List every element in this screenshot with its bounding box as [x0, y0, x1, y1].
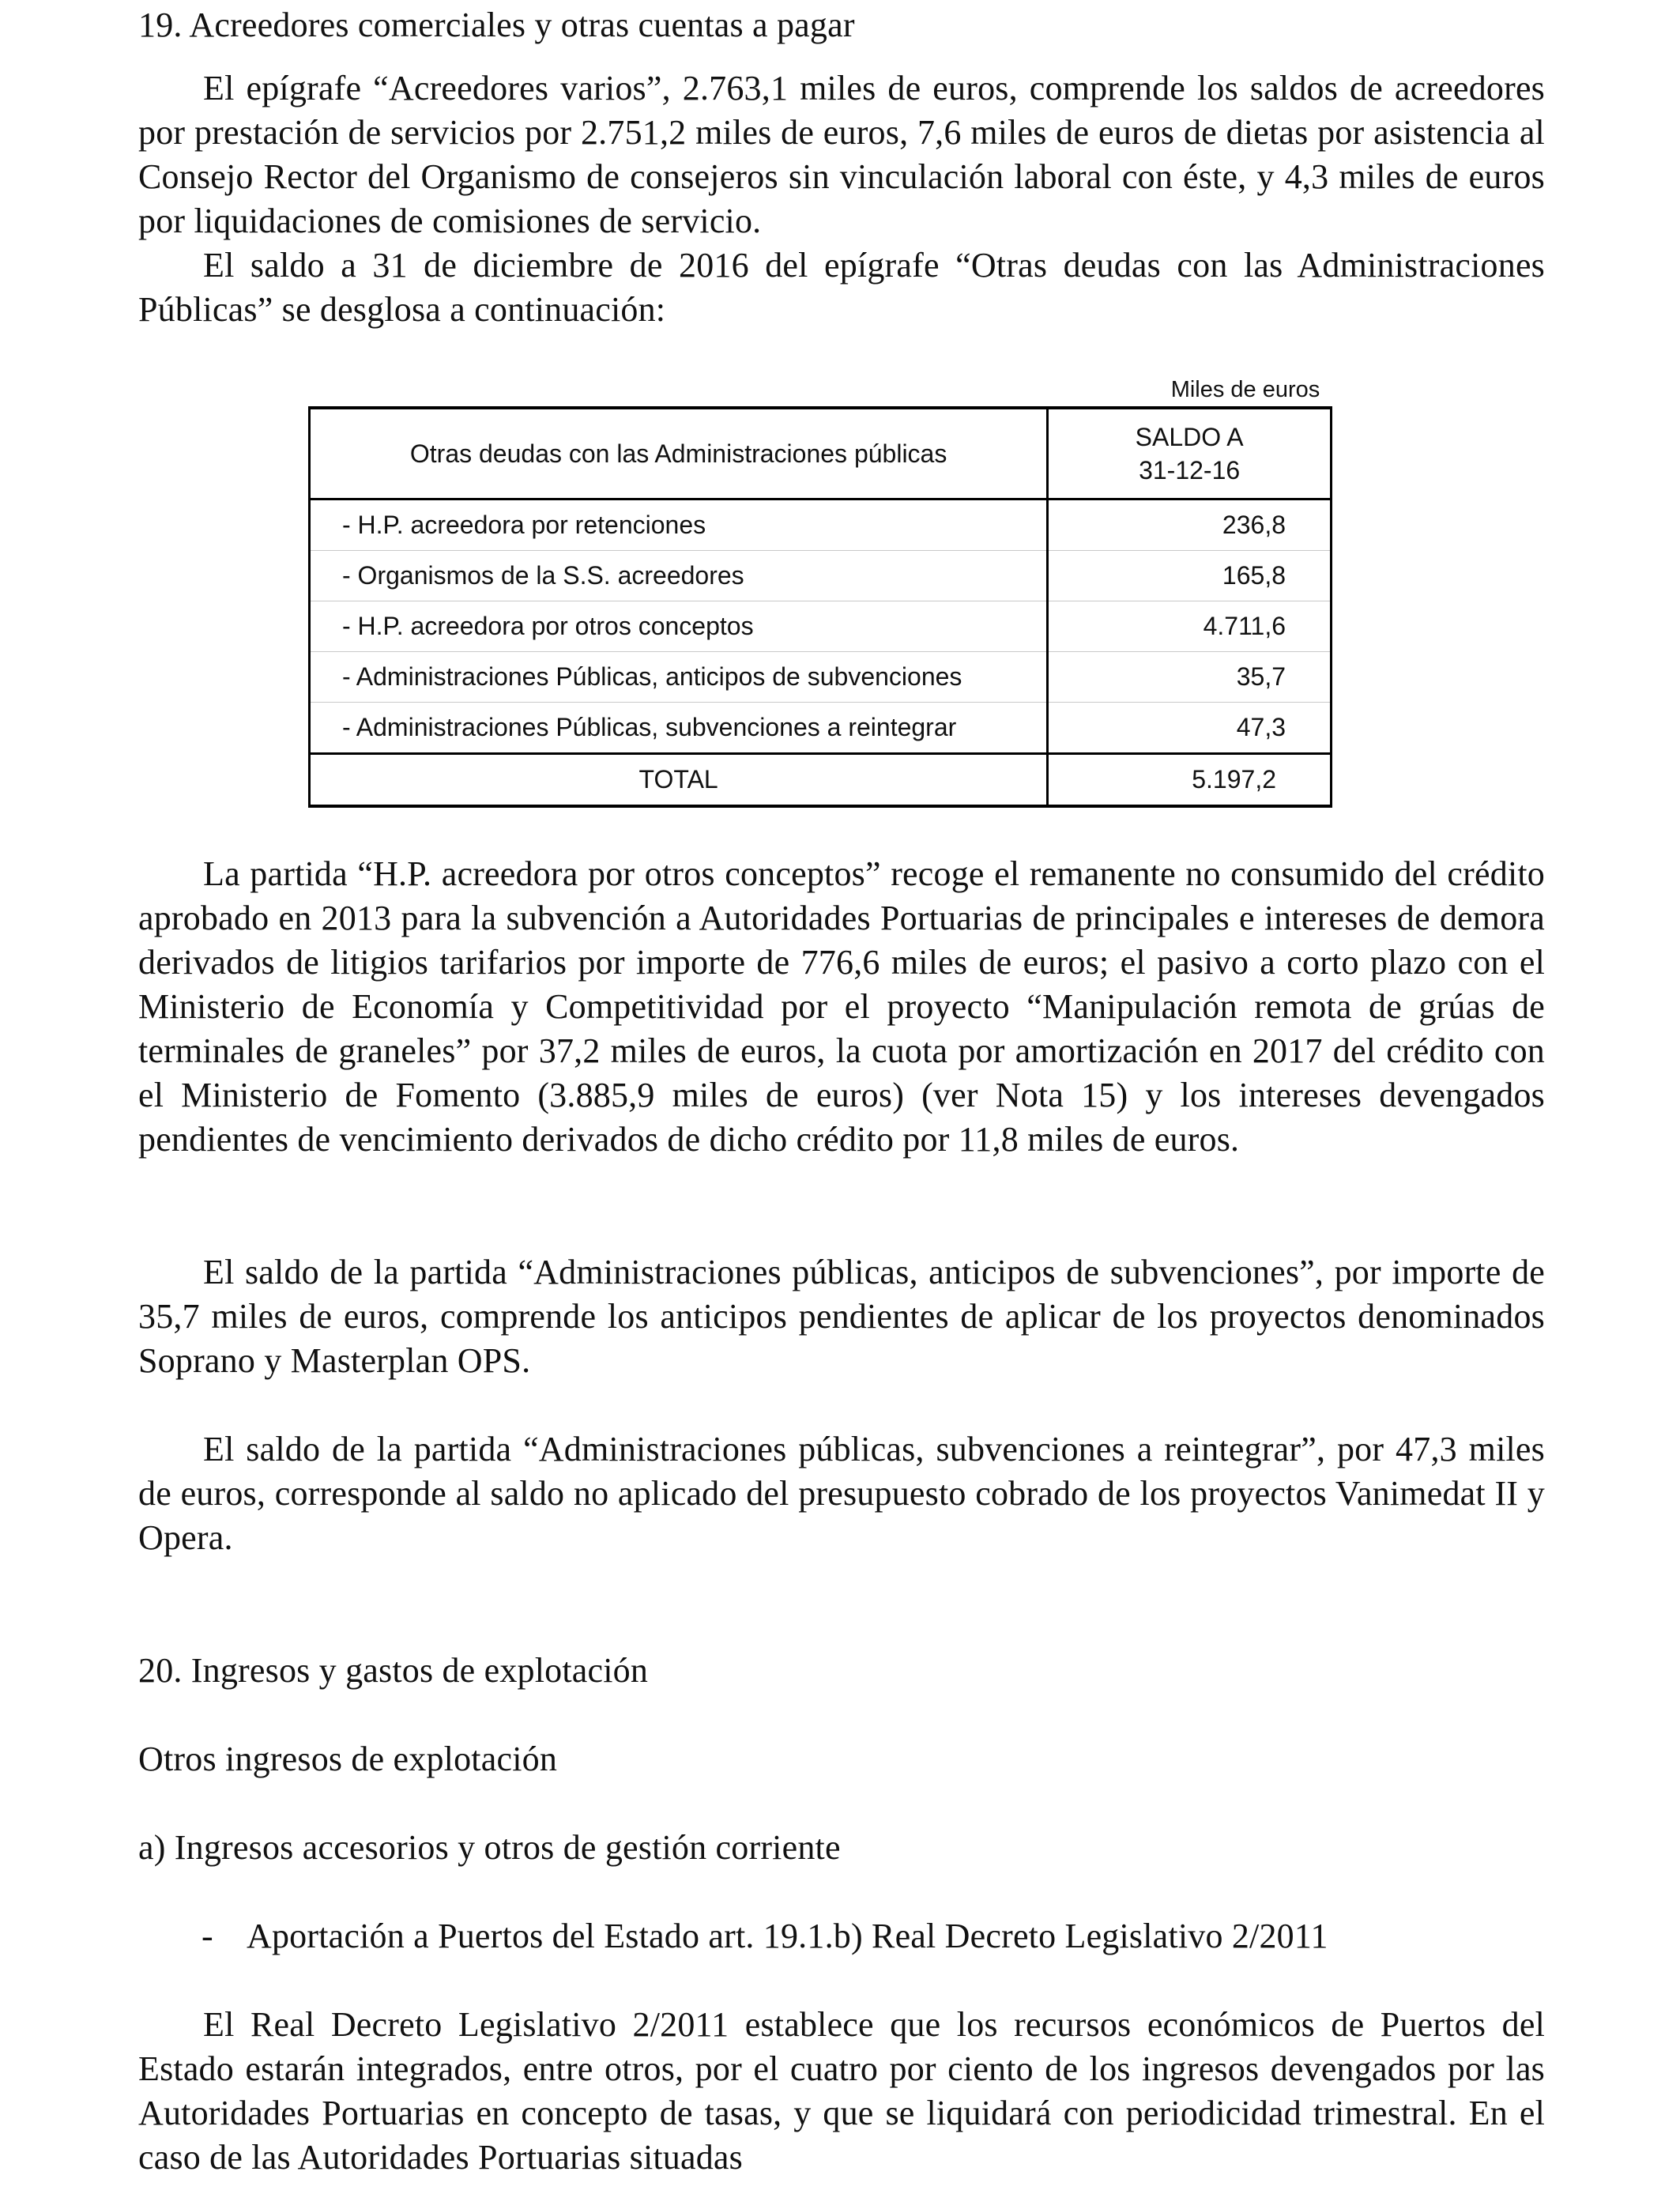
bullet-dash: -	[202, 1917, 213, 1955]
section-20-subheading: Otros ingresos de explotación	[138, 1740, 558, 1778]
section-20-subsubheading: a) Ingresos accesorios y otros de gestión corriente	[138, 1828, 841, 1867]
row-value: 35,7	[1048, 652, 1332, 703]
row-label: - H.P. acreedora por otros conceptos	[310, 601, 1048, 652]
section-20-heading: 20. Ingresos y gastos de explotación	[138, 1651, 649, 1690]
table-total-row	[310, 754, 1332, 807]
row-value: 4.711,6	[1048, 601, 1332, 652]
section-19-paragraph-4: El saldo de la partida “Administraciones públicas, anticipos de subvenciones”, por importe de 35,7 miles de euros, comprende los anticipos pendientes de aplicar de los proyectos denominados Soprano y Masterplan OPS.	[138, 1253, 1545, 1380]
table-row	[310, 601, 1332, 652]
row-label: - Organismos de la S.S. acreedores	[310, 551, 1048, 601]
table-row	[310, 703, 1332, 754]
section-19-paragraph-3: La partida “H.P. acreedora por otros conceptos” recoge el remanente no consumido del crédito aprobado en 2013 para la subvención a Autoridades Portuarias de principales e intereses de demora derivados de litigios tarifarios por importe de 776,6 miles de euros; el pasivo a corto plazo con el Ministerio de Economía y Competitividad por el proyecto “Manipulación remota de grúas de terminales de graneles” por 37,2 miles de euros, la cuota por amortización en 2017 del crédito con el Ministerio de Fomento (3.885,9 miles de euros) (ver Nota 15) y los intereses devengados pendientes de vencimiento derivados de dicho crédito por 11,8 miles de euros.	[138, 854, 1545, 1159]
row-value: 47,3	[1048, 703, 1332, 754]
row-value: 236,8	[1048, 499, 1332, 551]
section-20-paragraph-1: El Real Decreto Legislativo 2/2011 establece que los recursos económicos de Puertos del Estado estarán integrados, entre otros, por el cuatro por ciento de los ingresos devengados por las Autoridades Portuarias en concepto de tasas, y que se liquidará con periodicidad trimestral. En el caso de las Autoridades Portuarias situadas	[138, 2005, 1545, 2177]
section-19-paragraph-1: El epígrafe “Acreedores varios”, 2.763,1 miles de euros, comprende los saldos de acreedores por prestación de servicios por 2.751,2 miles de euros, 7,6 miles de euros de dietas por asistencia al Consejo Rector del Organismo de consejeros sin vinculación laboral con éste, y 4,3 miles de euros por liquidaciones de comisiones de servicio.	[138, 69, 1545, 240]
total-value: 5.197,2	[1048, 754, 1332, 807]
row-value: 165,8	[1048, 551, 1332, 601]
table-row	[310, 499, 1332, 551]
debts-table	[308, 406, 1332, 808]
table-header-row	[310, 408, 1332, 499]
section-19-heading: 19. Acreedores comerciales y otras cuentas a pagar	[138, 6, 855, 44]
table-row	[310, 551, 1332, 601]
header-value-line-2: 31-12-16	[1139, 456, 1241, 484]
row-label: - Administraciones Públicas, subvenciones a reintegrar	[310, 703, 1048, 754]
section-19-paragraph-2: El saldo a 31 de diciembre de 2016 del epígrafe “Otras deudas con las Administraciones Públicas” se desglosa a continuación:	[138, 246, 1545, 329]
header-value-line-1: SALDO A	[1135, 423, 1244, 451]
table-header-value	[1048, 408, 1332, 499]
section-19-paragraph-5: El saldo de la partida “Administraciones públicas, subvenciones a reintegrar”, por 47,3 miles de euros, corresponde al saldo no aplicado del presupuesto cobrado de los proyectos Vanimedat II y Opera.	[138, 1430, 1545, 1557]
table-row	[310, 652, 1332, 703]
row-label: - Administraciones Públicas, anticipos de subvenciones	[310, 652, 1048, 703]
total-label: TOTAL	[310, 754, 1048, 807]
table-units-label: Miles de euros	[1170, 377, 1320, 402]
table-header-label: Otras deudas con las Administraciones públicas	[310, 408, 1048, 499]
bullet-item-text: Aportación a Puertos del Estado art. 19.1.b) Real Decreto Legislativo 2/2011	[247, 1917, 1328, 1955]
row-label: - H.P. acreedora por retenciones	[310, 499, 1048, 551]
